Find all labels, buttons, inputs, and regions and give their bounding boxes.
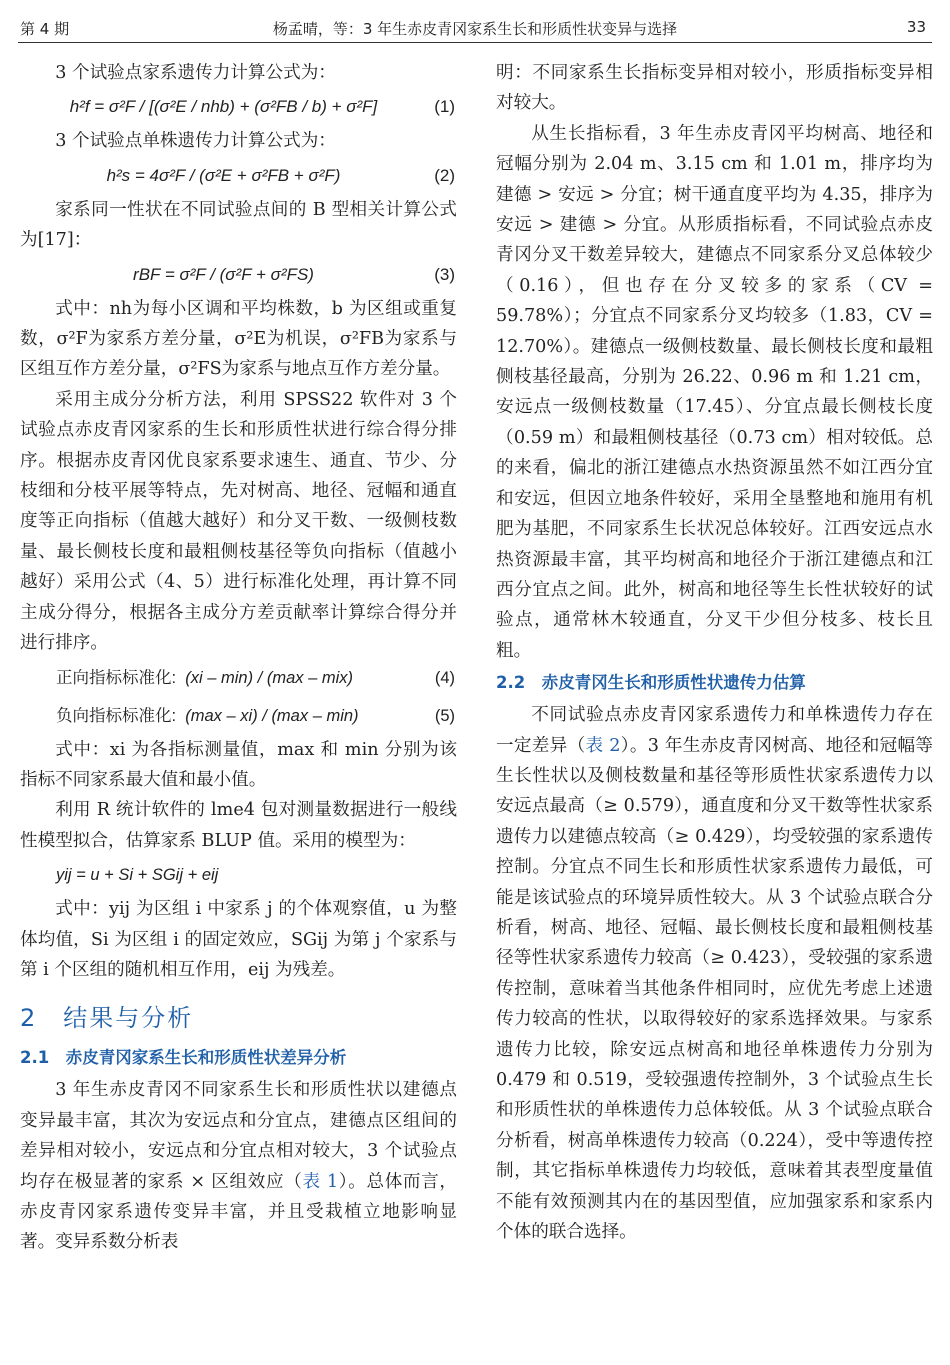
table-1-link[interactable]: 表 1 (302, 1171, 339, 1192)
section-2-heading: 2 结果与分析 (20, 1004, 194, 1033)
variable-definitions-3: 式中：yij 为区组 i 中家系 j 的个体观察值，u 为整体均值，Si 为区组 i 的固定效应，SGij 为第 j 个家系与第 i 个区组的随机相互作用，eij 为残差。 (20, 899, 457, 980)
equation-3 (20, 256, 457, 294)
equation-3-number: (3) (434, 264, 455, 284)
right-column (496, 58, 933, 1247)
r-model-paragraph: 利用 R 统计软件的 lme4 包对测量数据进行一般线性模型拟合，估算家系 BLUP 值。采用的模型为： (20, 800, 457, 851)
equation-5-label: 负向指标标准化: (56, 706, 177, 725)
pca-method-paragraph: 采用主成分分析方法，利用 SPSS22 软件对 3 个试验点赤皮青冈家系的生长和形质性状进行综合得分排序。根据赤皮青冈优良家系要求速生、通直、节少、分枝细和分枝平展等特点，先对树高、地径、冠幅和通直度等正向指标（值越大越好）和分叉干数、一级侧枝数量、最长侧枝长度和最粗侧枝基径等负向指标（值越小越好）采用公式（4、5）进行标准化处理，再计算不同主成分得分，根据各主成分方差贡献率计算综合得分并进行排序。 (20, 389, 457, 654)
subsection-2-2-heading: 2.2 赤皮青冈生长和形质性状遗传力估算 (496, 673, 806, 693)
equation-2-number: (2) (434, 165, 455, 185)
equation-2 (20, 157, 457, 195)
variable-definitions-2: 式中：xi 为各指标测量值，max 和 min 分别为该指标不同家系最大值和最小值。 (20, 739, 457, 790)
running-header (18, 8, 932, 43)
variable-definitions-1: 式中：nh为每小区调和平均株数，b 为区组或重复数，σ²F为家系方差分量，σ²E为机误，σ²FB为家系与区组互作方差分量，σ²FS为家系与地点互作方差分量。 (20, 298, 457, 380)
equation-4 (20, 659, 457, 697)
equation-4-number: (4) (434, 668, 455, 687)
equation-5-number: (5) (434, 706, 455, 725)
equation-4-formula: (xi – min) / (max – mix) (185, 668, 354, 687)
equation-5-formula: (max – xi) / (max – min) (185, 706, 359, 725)
equation-6-formula: yij = u + Si + SGij + eij (56, 866, 219, 885)
correlation-intro: 家系同一性状在不同试验点间的 B 型相关计算公式为[17]： (20, 199, 457, 251)
heritability-paragraph: 不同试验点赤皮青冈家系遗传力和单株遗传力存在一定差异（表 2）。3 年生赤皮青冈树高、地径和冠幅等生长性状以及侧枝数量和基径等形质性状家系遗传力以安远点最高（≥ 0.579），通直度和分叉干数等性状家系遗传力以建德点较高（≥ 0.429），均受较强的家系遗传控制。分宜点不同生长和形质性状家系遗传力最低，可能是该试验点的环境异质性较大。从 3 个试验点联合分析看，树高、地径、冠幅、最长侧枝长度和最粗侧枝基径等性状家系遗传力较高（≥ 0.423），受较强的家系遗传控制，意味着当其他条件相同时，应优先考虑上述遗传力较高的性状，以取得较好的家系选择效果。与家系遗传力比较，除安远点树高和地径单株遗传力分别为 0.479 和 0.519，受较强遗传控制外，3 个试验点生长和形质性状的单株遗传力总体较低。从 3 个试验点联合分析看，树高单株遗传力较高（0.224），受中等遗传控制，其它指标单株遗传力均较低，意味着其表型度量值不能有效预测其内在的基因型值，应加强家系和家系内个体的联合选择。 (496, 705, 933, 1243)
equation-1-number: (1) (434, 97, 455, 117)
equation-1 (20, 88, 457, 126)
section-2-1-paragraph: 3 年生赤皮青冈不同家系生长和形质性状以建德点变异最丰富，其次为安远点和分宜点，建德点区组间的差异相对较小，安远点和分宜点相对较大，3 个试验点均存在极显著的家系 × 区组效应（表 1）。总体而言，赤皮青冈家系遗传变异丰富，并且受栽植立地影响显著。变异系数分析表 (20, 1080, 457, 1253)
equation-3-formula: rBF = σ²F / (σ²F + σ²FS) (133, 264, 314, 284)
equation-1-formula: h²f = σ²F / [(σ²E / nhb) + (σ²FB / b) + σ²F] (69, 97, 378, 117)
equation-4-label: 正向指标标准化: (56, 668, 177, 687)
family-heritability-intro: 3 个试验点家系遗传力计算公式为： (55, 63, 336, 83)
growth-indicators-paragraph: 从生长指标看，3 年生赤皮青冈平均树高、地径和冠幅分别为 2.04 m、3.15 cm 和 1.01 m，排序均为建德 > 安远 > 分宜；树干通直度平均为 4.35，排序为安远 > 建德 > 分宜。从形质指标看，不同试验点赤皮青冈分叉干数差异较大，建德点不同家系分叉总体较少（0.16），但也存在分叉较多的家系（CV = 59.78%）；分宜点不同家系分叉均较多（1.83，CV = 12.70%）。建德点一级侧枝数量、最长侧枝长度和最粗侧枝基径最高，分别为 26.22、0.96 m 和 1.21 cm，安远点一级侧枝数量（17.45）、分宜点最长侧枝长度（0.59 m）和最粗侧枝基径（0.73 cm）相对较低。总的来看，偏北的浙江建德点水热资源虽然不如江西分宜和安远，但因立地条件较好，采用全垦整地和施用有机肥为基肥，不同家系生长状况总体较好。江西安远点水热资源最丰富，其平均树高和地径介于浙江建德点和江西分宜点之间。此外，树高和地径等生长性状较好的试验点，通常林木较通直，分叉干少但分枝多、枝长且粗。 (496, 123, 933, 661)
running-title: 杨孟晴，等：3 年生赤皮青冈家系生长和形质性状变异与选择 (272, 20, 678, 38)
page-number: 33 (906, 18, 926, 36)
left-column (20, 58, 457, 1258)
equation-6 (20, 856, 457, 894)
single-heritability-intro: 3 个试验点单株遗传力计算公式为： (55, 131, 336, 152)
equation-2-formula: h²s = 4σ²F / (σ²E + σ²FB + σ²F) (106, 165, 341, 185)
table-2-link[interactable]: 表 2 (585, 735, 621, 756)
cv-analysis-continuation: 明：不同家系生长指标变异相对较小，形质指标变异相对较大。 (496, 63, 933, 114)
journal-issue: 第 4 期 (20, 20, 70, 38)
equation-5 (20, 697, 457, 735)
subsection-2-1-heading: 2.1 赤皮青冈家系生长和形质性状差异分析 (20, 1048, 347, 1068)
